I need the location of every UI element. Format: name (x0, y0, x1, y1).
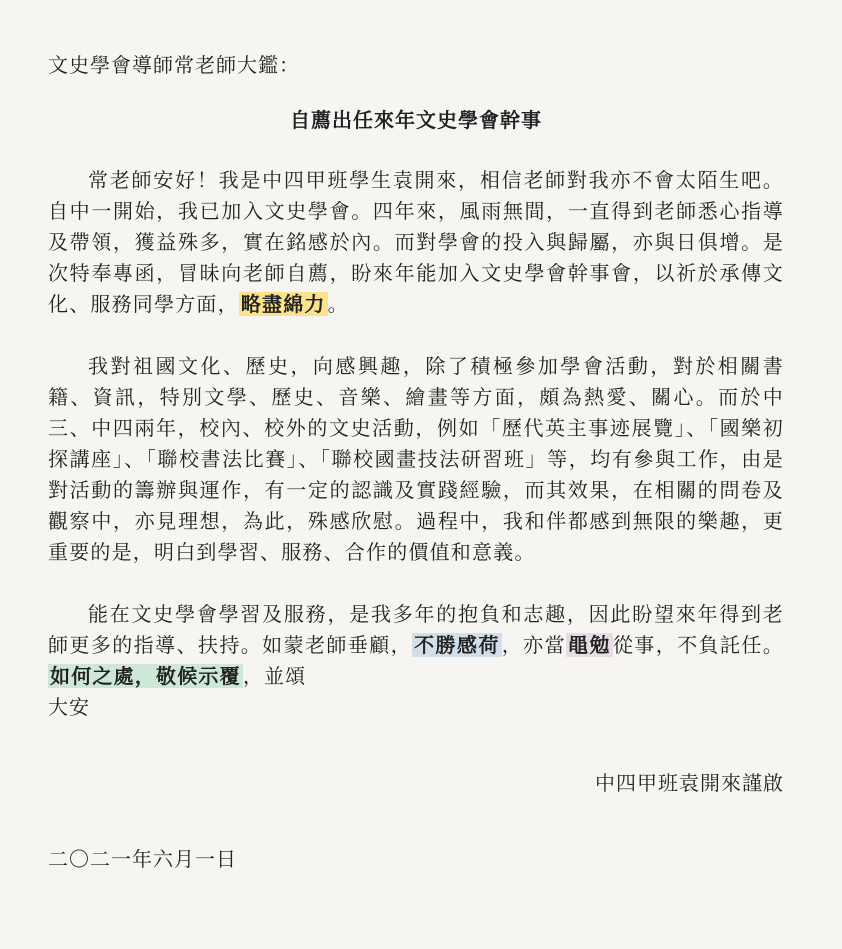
paragraph-2 (48, 351, 784, 568)
highlight-phrase-3: 黽勉 (568, 633, 611, 657)
paragraph-3-text-d: ，並頌 (242, 664, 307, 688)
paragraph-1-text: 常老師安好！我是中四甲班學生袁開來，相信老師對我亦不會太陌生吧。自中一開始，我已加入文史學會。四年來，風雨無間，一直得到老師悉心指導及帶領，獲益殊多，實在銘感於內。而對學會的投入與歸屬，亦與日俱增。是次特奉專函，冒昧向老師自薦，盼來年能加入文史學會幹事會，以祈於承傳文化、服務同學方面， (48, 168, 784, 316)
paragraph-1-end: 。 (327, 292, 349, 316)
salutation: 文史學會導師常老師大鑑： (48, 53, 300, 77)
signature: 中四甲班袁開來謹啟 (595, 771, 784, 795)
paragraph-3-text-c: 從事，不負託任。 (612, 633, 784, 657)
letter-date: 二〇二一年六月一日 (48, 847, 237, 871)
highlight-phrase-2: 不勝感荷 (414, 633, 500, 657)
highlight-phrase-4: 如何之處，敬候示覆 (50, 664, 241, 688)
paragraph-1 (48, 165, 784, 320)
paragraph-3 (48, 599, 784, 692)
paragraph-3-text-b: ，亦當 (501, 633, 567, 657)
letter-title: 自薦出任來年文史學會幹事 (290, 108, 542, 132)
closing-greeting: 大安 (48, 695, 90, 719)
paragraph-3-text-a: 能在文史學會學習及服務，是我多年的抱負和志趣，因此盼望來年得到老師更多的指導、扶持。如蒙老師垂顧， (48, 602, 784, 657)
paragraph-2-text: 我對祖國文化、歷史，向感興趣，除了積極參加學會活動，對於相關書籍、資訊，特別文學、歷史、音樂、繪畫等方面，頗為熱愛、關心。而於中三、中四兩年，校內、校外的文史活動，例如「歷代英主事迹展覽」、「國樂初探講座」、「聯校書法比賽」、「聯校國畫技法研習班」等，均有參與工作，由是對活動的籌辦與運作，有一定的認識及實踐經驗，而其效果，在相關的問卷及觀察中，亦見理想，為此，殊感欣慰。過程中，我和伴都感到無限的樂趣，更重要的是，明白到學習、服務、合作的價值和意義。 (48, 354, 784, 564)
highlight-phrase-1: 略盡綿力 (240, 292, 326, 316)
